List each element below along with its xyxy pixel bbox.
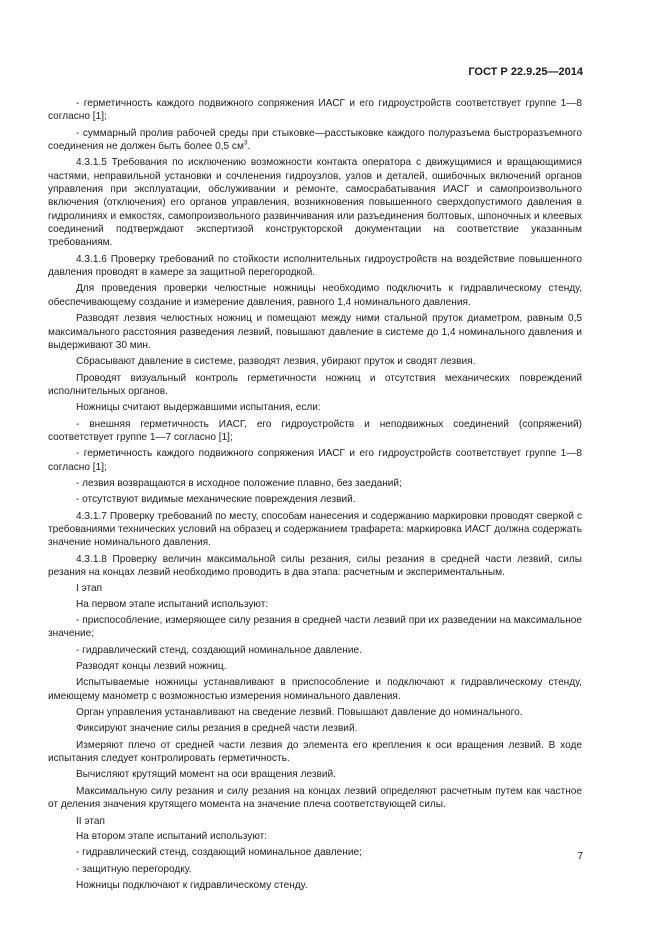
paragraph: Ножницы подключают к гидравлическому стенду. (76, 879, 308, 891)
paragraph: Разводят лезвия челюстных ножниц и помещают между ними стальной пруток диаметром, равным 0,5 максимального расстояния разведения лезвий, повышают давление в системе до 1,4 номинального давления и выдерживают 30 мин. (48, 313, 582, 351)
paragraph: - защитную перегородку. (76, 863, 192, 875)
paragraph: Разводят концы лезвий ножниц. (76, 661, 227, 673)
paragraph: 4.3.1.8 Проверку величин максимальной силы резания, силы резания в средней части лезвий, силы резания на концах лезвий необходимо проводить в два этапа: расчетным и экспериментальным. (48, 553, 582, 578)
paragraph: На первом этапе испытаний используют: (76, 598, 269, 610)
stage-heading: I этап (76, 583, 103, 595)
paragraph: Проводят визуальный контроль герметичности ножниц и отсутствия механических повреждений исполнительных органов. (48, 372, 582, 397)
paragraph: - внешняя герметичность ИАСГ, его гидроустройств и неподвижных соединений (сопряжений) соответствует группе 1—7 согласно [1]; (48, 418, 582, 443)
paragraph: - герметичность каждого подвижного сопряжения ИАСГ и его гидроустройств соответствует группе 1—8 согласно [1]; (48, 98, 582, 123)
paragraph: 4.3.1.7 Проверку требований по месту, способам нанесения и содержанию маркировки проводят сверкой с требованиями технических условий на образец и содержанием трафарета: маркировка ИАСГ должна содержать значение номинального давления. (48, 510, 582, 549)
paragraph: - герметичность каждого подвижного сопряжения ИАСГ и его гидроустройств соответствует группе 1—8 согласно [1]; (48, 448, 582, 473)
paragraph: - отсутствуют видимые механические повреждения лезвий. (76, 494, 356, 506)
document-code-header: ГОСТ Р 22.9.25—2014 (468, 66, 583, 78)
paragraph: Для проведения проверки челюстные ножницы необходимо подключить к гидравлическому стенду, обеспечивающему создание и измерение давления, равного 1,4 номинального давления. (48, 283, 582, 308)
paragraph (48, 127, 582, 154)
stage-heading: II этап (76, 815, 105, 827)
paragraph: Измеряют плечо от средней части лезвия до элемента его крепления к оси вращения лезвий. В ходе испытания следует контролировать герметичность. (48, 739, 582, 765)
paragraph: Орган управления устанавливают на сведение лезвий. Повышают давление до номинального. (76, 707, 523, 719)
paragraph: 4.3.1.6 Проверку требований по стойкости исполнительных гидроустройств на воздействие повышенного давления проводят в камере за защитной перегородкой. (48, 253, 582, 279)
paragraph: - приспособление, измеряющее силу резания в средней части лезвий при их разведении на максимальное значение; (48, 615, 582, 640)
superscript-cube: 3 (243, 139, 248, 147)
document-body (48, 97, 582, 895)
paragraph: Максимальную силу резания и силу резания на концах лезвий определяют расчетным путем как частное от деления значения крутящего момента на значение плеча соответствующей силы. (48, 785, 582, 811)
paragraph: - гидравлический стенд, создающий номинальное давление; (76, 847, 362, 859)
paragraph-tail: . (247, 141, 251, 153)
paragraph: Вычисляют крутящий момент на оси вращения лезвий. (76, 769, 336, 781)
paragraph: 4.3.1.5 Требования по исключению возможности контакта оператора с движущимися и вращающимися частями, неправильной установки и сочленения гидроузлов, узлов и деталей, ошибочных включений органов управления при эксплуатации, обслуживании и ремонте, самосрабатывания ИАСГ и самопроизвольного включения (отключения) его органов управления, возникновения повышенного сверхдопустимого давления в гидролиниях и емкостях, самопроизвольного развинчивания или разъединения болтовых, шпоночных и клеевых соединений подтверждают экспертизой конструкторской документации на соответствие указанным требованиям. (48, 157, 582, 249)
paragraph: Ножницы считают выдержавшими испытания, если: (76, 402, 321, 414)
paragraph: - гидравлический стенд, создающий номинальное давление. (76, 644, 362, 656)
paragraph: Фиксируют значение силы резания в средней части лезвий. (76, 723, 358, 735)
paragraph: - лезвия возвращаются в исходное положение плавно, без заеданий; (76, 477, 402, 489)
paragraph: Испытываемые ножницы устанавливают в приспособление и подключают к гидравлическому стенду, имеющему манометр с возможностью измерения номинального давления. (48, 677, 582, 702)
paragraph: Сбрасывают давление в системе, разводят лезвия, убирают пруток и сводят лезвия. (76, 356, 476, 368)
paragraph-text: - суммарный пролив рабочей среды при стыковке—расстыковке каждого полуразъема быстроразъемного соединения не должен быть более 0,5 см (48, 127, 582, 153)
paragraph: На втором этапе испытаний используют: (76, 830, 268, 842)
page-number: 7 (577, 851, 583, 862)
